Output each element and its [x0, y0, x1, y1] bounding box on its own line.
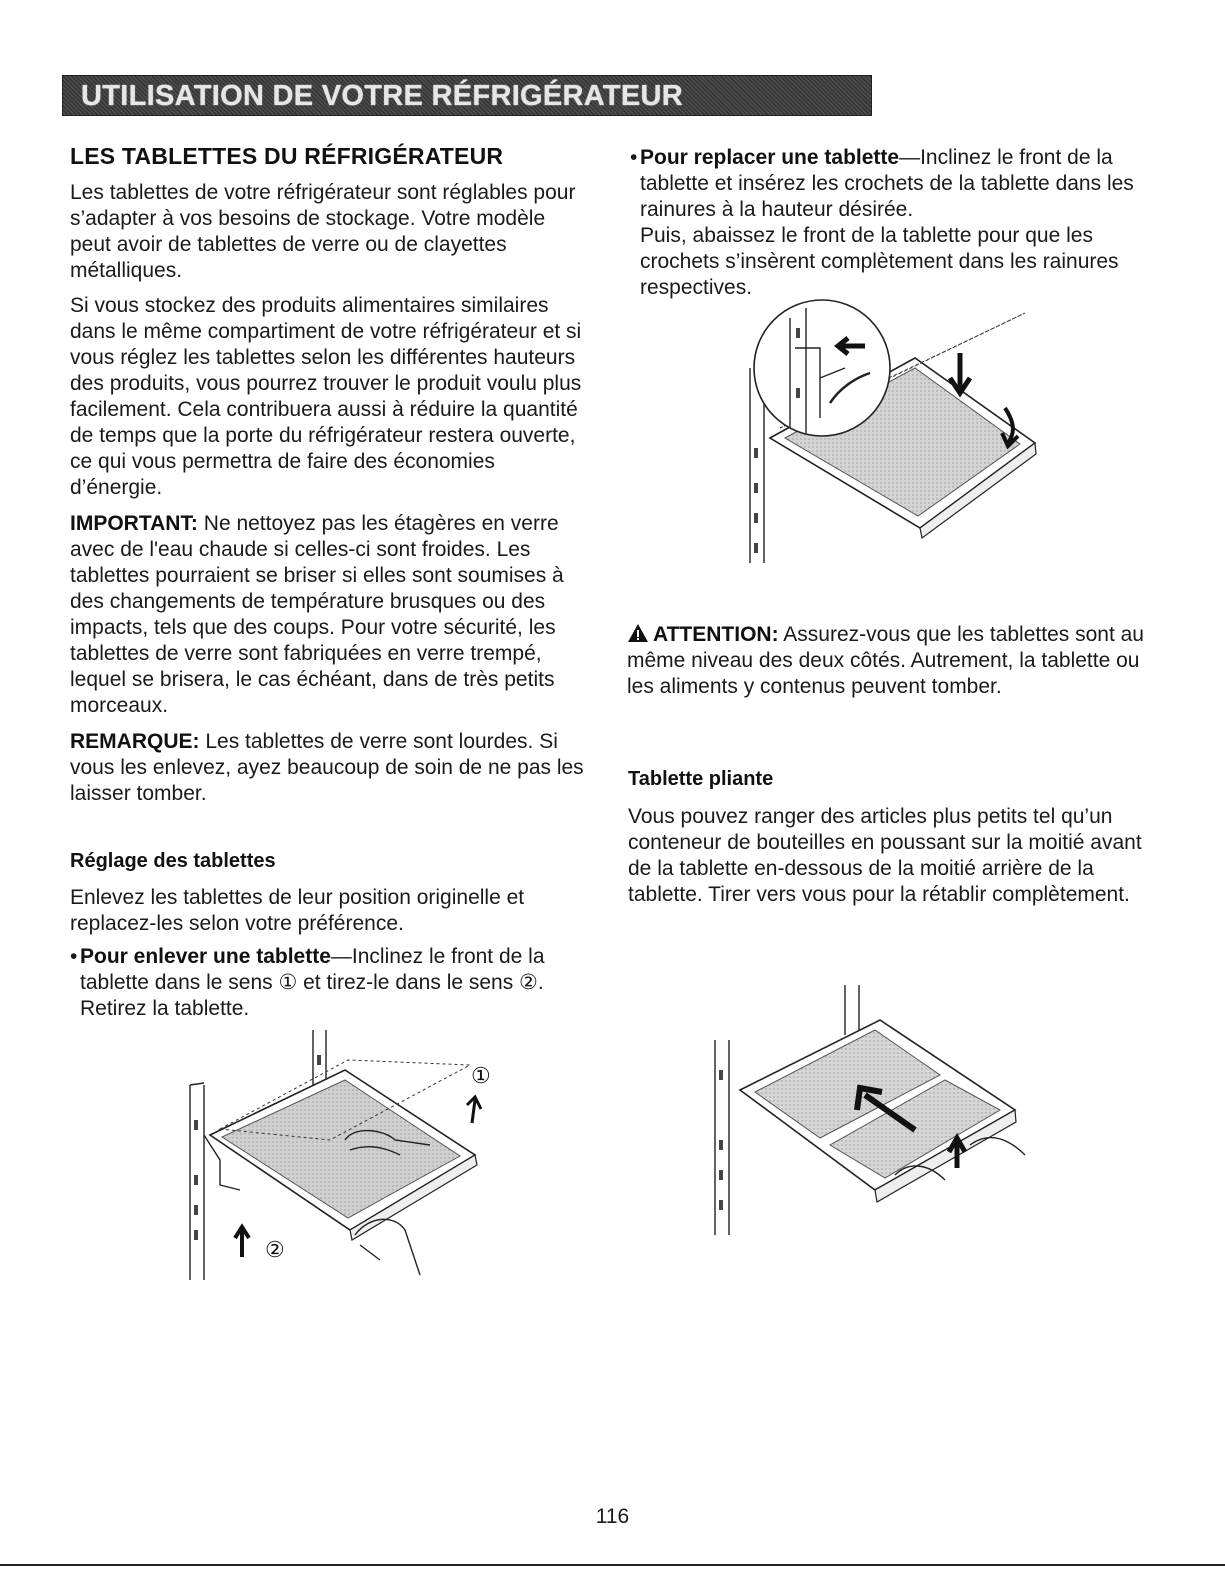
pliante-paragraph — [628, 804, 1143, 908]
important-paragraph — [70, 511, 585, 719]
important-text: Ne nettoyez pas les étagères en verre avec de l'eau chaude si celles-ci sont froides. Les tablettes pourraient se briser si elles sont soumises à des changements de température brusques ou des impacts, tels que des coups. Pour votre sécurité, les tablettes de verre sont fabriquées en verre trempé, lequel se brisera, le cas échéant, dans de très petits morceaux. — [70, 512, 564, 717]
reglage-paragraph — [70, 885, 585, 937]
pliante-text: Vous pouvez ranger des articles plus petits tel qu’un conteneur de bouteilles en poussant sur la moitié avant de la tablette en-dessous de la moitié arrière de la tablette. Tirer vers vous pour la rétablir complètement. — [628, 805, 1142, 906]
attention-paragraph — [627, 622, 1152, 700]
page-number: 116 — [595, 1505, 630, 1528]
replacer-text-2: Puis, abaissez le front de la tablette pour que les crochets s’insèrent complètement dans les rainures respectives. — [640, 224, 1119, 299]
intro-paragraph — [70, 180, 585, 284]
bullet-icon: • — [70, 945, 78, 968]
reglage-text: Enlevez les tablettes de leur position originelle et replacez-les selon votre préférence. — [70, 886, 525, 935]
folding-shelf-illustration — [705, 980, 1045, 1240]
bullet-icon: • — [630, 146, 638, 169]
replacer-paragraph-2 — [640, 223, 1150, 301]
important-label: IMPORTANT: — [70, 512, 198, 535]
attention-label: ATTENTION: — [653, 623, 779, 646]
enlever-bullet — [70, 944, 590, 1022]
shelf-removal-illustration — [180, 1025, 520, 1285]
figure-label-2: ② — [265, 1237, 285, 1262]
intro-text: Les tablettes de votre réfrigérateur sont réglables pour s’adapter à vos besoins de stockage. Votre modèle peut avoir de tablettes de verre ou de clayettes métalliques. — [70, 181, 576, 282]
section-title: LES TABLETTES DU RÉFRIGÉRATEUR — [70, 143, 504, 169]
replacer-text: —Inclinez le front de la tablette et insérez les crochets de la tablette dans les rainures à la hauteur désirée. — [640, 146, 1134, 221]
remarque-text: Les tablettes de verre sont lourdes. Si vous les enlevez, ayez beaucoup de soin de ne pas les laisser tomber. — [70, 730, 584, 805]
replacer-bullet — [630, 145, 1150, 223]
banner-title: UTILISATION DE VOTRE RÉFRIGÉRATEUR — [81, 80, 684, 112]
attention-text: Assurez-vous que les tablettes sont au même niveau des deux côtés. Autrement, la tablette ou les aliments y contenus peuvent tomber. — [627, 623, 1144, 698]
pliante-heading: Tablette pliante — [628, 768, 774, 790]
storage-paragraph — [70, 293, 585, 501]
enlever-label: Pour enlever une tablette — [80, 945, 331, 968]
warning-triangle-icon — [627, 623, 649, 643]
remarque-paragraph — [70, 729, 585, 807]
shelf-replacement-illustration — [740, 298, 1040, 568]
section-banner — [62, 75, 872, 116]
storage-text: Si vous stockez des produits alimentaires similaires dans le même compartiment de votre réfrigérateur et si vous réglez les tablettes selon les différentes hauteurs des produits, vous pourrez trouver le produit voulu plus facilement. Cela contribuera aussi à réduire la quantité de temps que la porte du réfrigérateur restera ouverte, ce qui vous permettra de faire des économies d’énergie. — [70, 294, 582, 499]
reglage-heading: Réglage des tablettes — [70, 850, 276, 872]
figure-label-1: ① — [471, 1063, 491, 1088]
enlever-text: —Inclinez le front de la tablette dans le sens ① et tirez-le dans le sens ②. Retirez la tablette. — [80, 945, 545, 1020]
footer-rule — [0, 1564, 1225, 1566]
replacer-label: Pour replacer une tablette — [640, 146, 900, 169]
remarque-label: REMARQUE: — [70, 730, 200, 753]
